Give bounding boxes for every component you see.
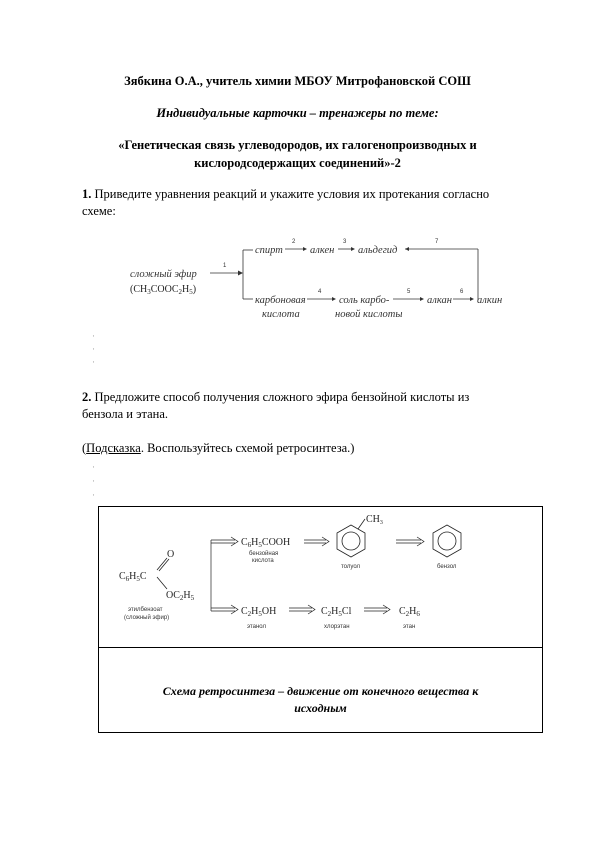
scheme-start-formula: $(CH_3COOC_2H_5)$ — [130, 284, 197, 296]
svg-text:2: 2 — [292, 239, 296, 245]
svg-text:C6H5C: $C_6H_5C$ — [119, 571, 147, 583]
svg-text:3: 3 — [343, 239, 347, 245]
scheme-alcohol: спирт — [255, 245, 283, 256]
topic-line-2: кислородсодержащих соединений»-2 — [194, 156, 401, 170]
retro-caption — [99, 683, 542, 717]
scheme-start-label: сложный эфир — [130, 269, 197, 280]
svg-text:C2H5OH: $C_2H_5OH$ — [241, 606, 277, 618]
author-line: Зябкина О.А., учитель химии МБОУ Митрофановской СОШ — [124, 74, 471, 88]
task2-text-line1: Предложите способ получения сложного эфира бензойной кислоты из — [91, 390, 470, 404]
svg-text:C2H5Cl: $C_2H_5Cl$ — [321, 606, 352, 618]
task1-text — [82, 186, 542, 220]
hint-line — [82, 440, 542, 457]
svg-text:1: 1 — [223, 263, 227, 269]
ethane-label: этан — [403, 624, 416, 630]
svg-text:OC2H5: $OC_2H_5$ — [166, 590, 195, 602]
svg-text:6: 6 — [460, 289, 464, 295]
scheme-acid-2: кислота — [262, 309, 300, 320]
hint-open: ( — [82, 441, 87, 455]
task1-text-line2: схеме: — [82, 204, 116, 218]
chloroethane-label: хлорэтан — [324, 624, 350, 630]
svg-text:O: O — [167, 549, 175, 560]
retrosynthesis-scheme — [99, 507, 542, 647]
scheme-salt-2: новой кислоты — [335, 309, 403, 320]
svg-text:C6H5COOH: $C_6H_5COOH$ — [241, 537, 291, 549]
hint-rest: . Воспользуйтесь схемой ретросинтеза.) — [140, 441, 355, 455]
scheme-acid-1: карбоновая — [255, 295, 306, 306]
caption-line1: Схема ретросинтеза – движение от конечного вещества к — [162, 684, 479, 698]
scheme-alkene: алкен — [310, 245, 335, 256]
ester-label-1: этилбензоат — [128, 607, 163, 613]
task2-text — [82, 389, 542, 423]
subtitle: Индивидуальные карточки – тренажеры по теме: — [156, 106, 439, 120]
scheme-alkyne: алкин — [477, 295, 503, 306]
task2-text-line2: бензола и этана. — [82, 407, 168, 421]
svg-text:кислота: кислота — [252, 558, 274, 564]
task2-number: 2. — [82, 390, 92, 404]
ethanol-label: этанол — [247, 624, 266, 630]
box-divider — [99, 647, 542, 648]
scheme-alkane: алкан — [427, 295, 452, 306]
svg-text:бензойная: бензойная — [249, 551, 279, 557]
svg-text:5: 5 — [407, 289, 411, 295]
scheme-salt-1: соль карбо- — [339, 295, 390, 306]
svg-text:7: 7 — [435, 239, 439, 245]
benzene-label: бензол — [437, 564, 457, 570]
ester-label-2: (сложный эфир) — [124, 615, 170, 621]
topic-line-1: «Генетическая связь углеводородов, их галогенопроизводных и — [118, 138, 477, 152]
svg-text:CH3: $CH_3$ — [366, 514, 383, 526]
svg-text:4: 4 — [318, 289, 322, 295]
task1-number: 1. — [82, 187, 92, 201]
svg-text:C2H6: $C_2H_6$ — [399, 606, 420, 618]
toluene-label: толуол — [341, 564, 361, 570]
retrosynthesis-box — [98, 506, 543, 733]
reaction-scheme — [125, 232, 525, 327]
task1-text-line1: Приведите уравнения реакций и укажите условия их протекания согласно — [91, 187, 490, 201]
scheme-aldehyde: альдегид — [358, 245, 398, 256]
caption-line2: исходным — [294, 701, 347, 715]
hint-label: Подсказка — [86, 441, 141, 455]
